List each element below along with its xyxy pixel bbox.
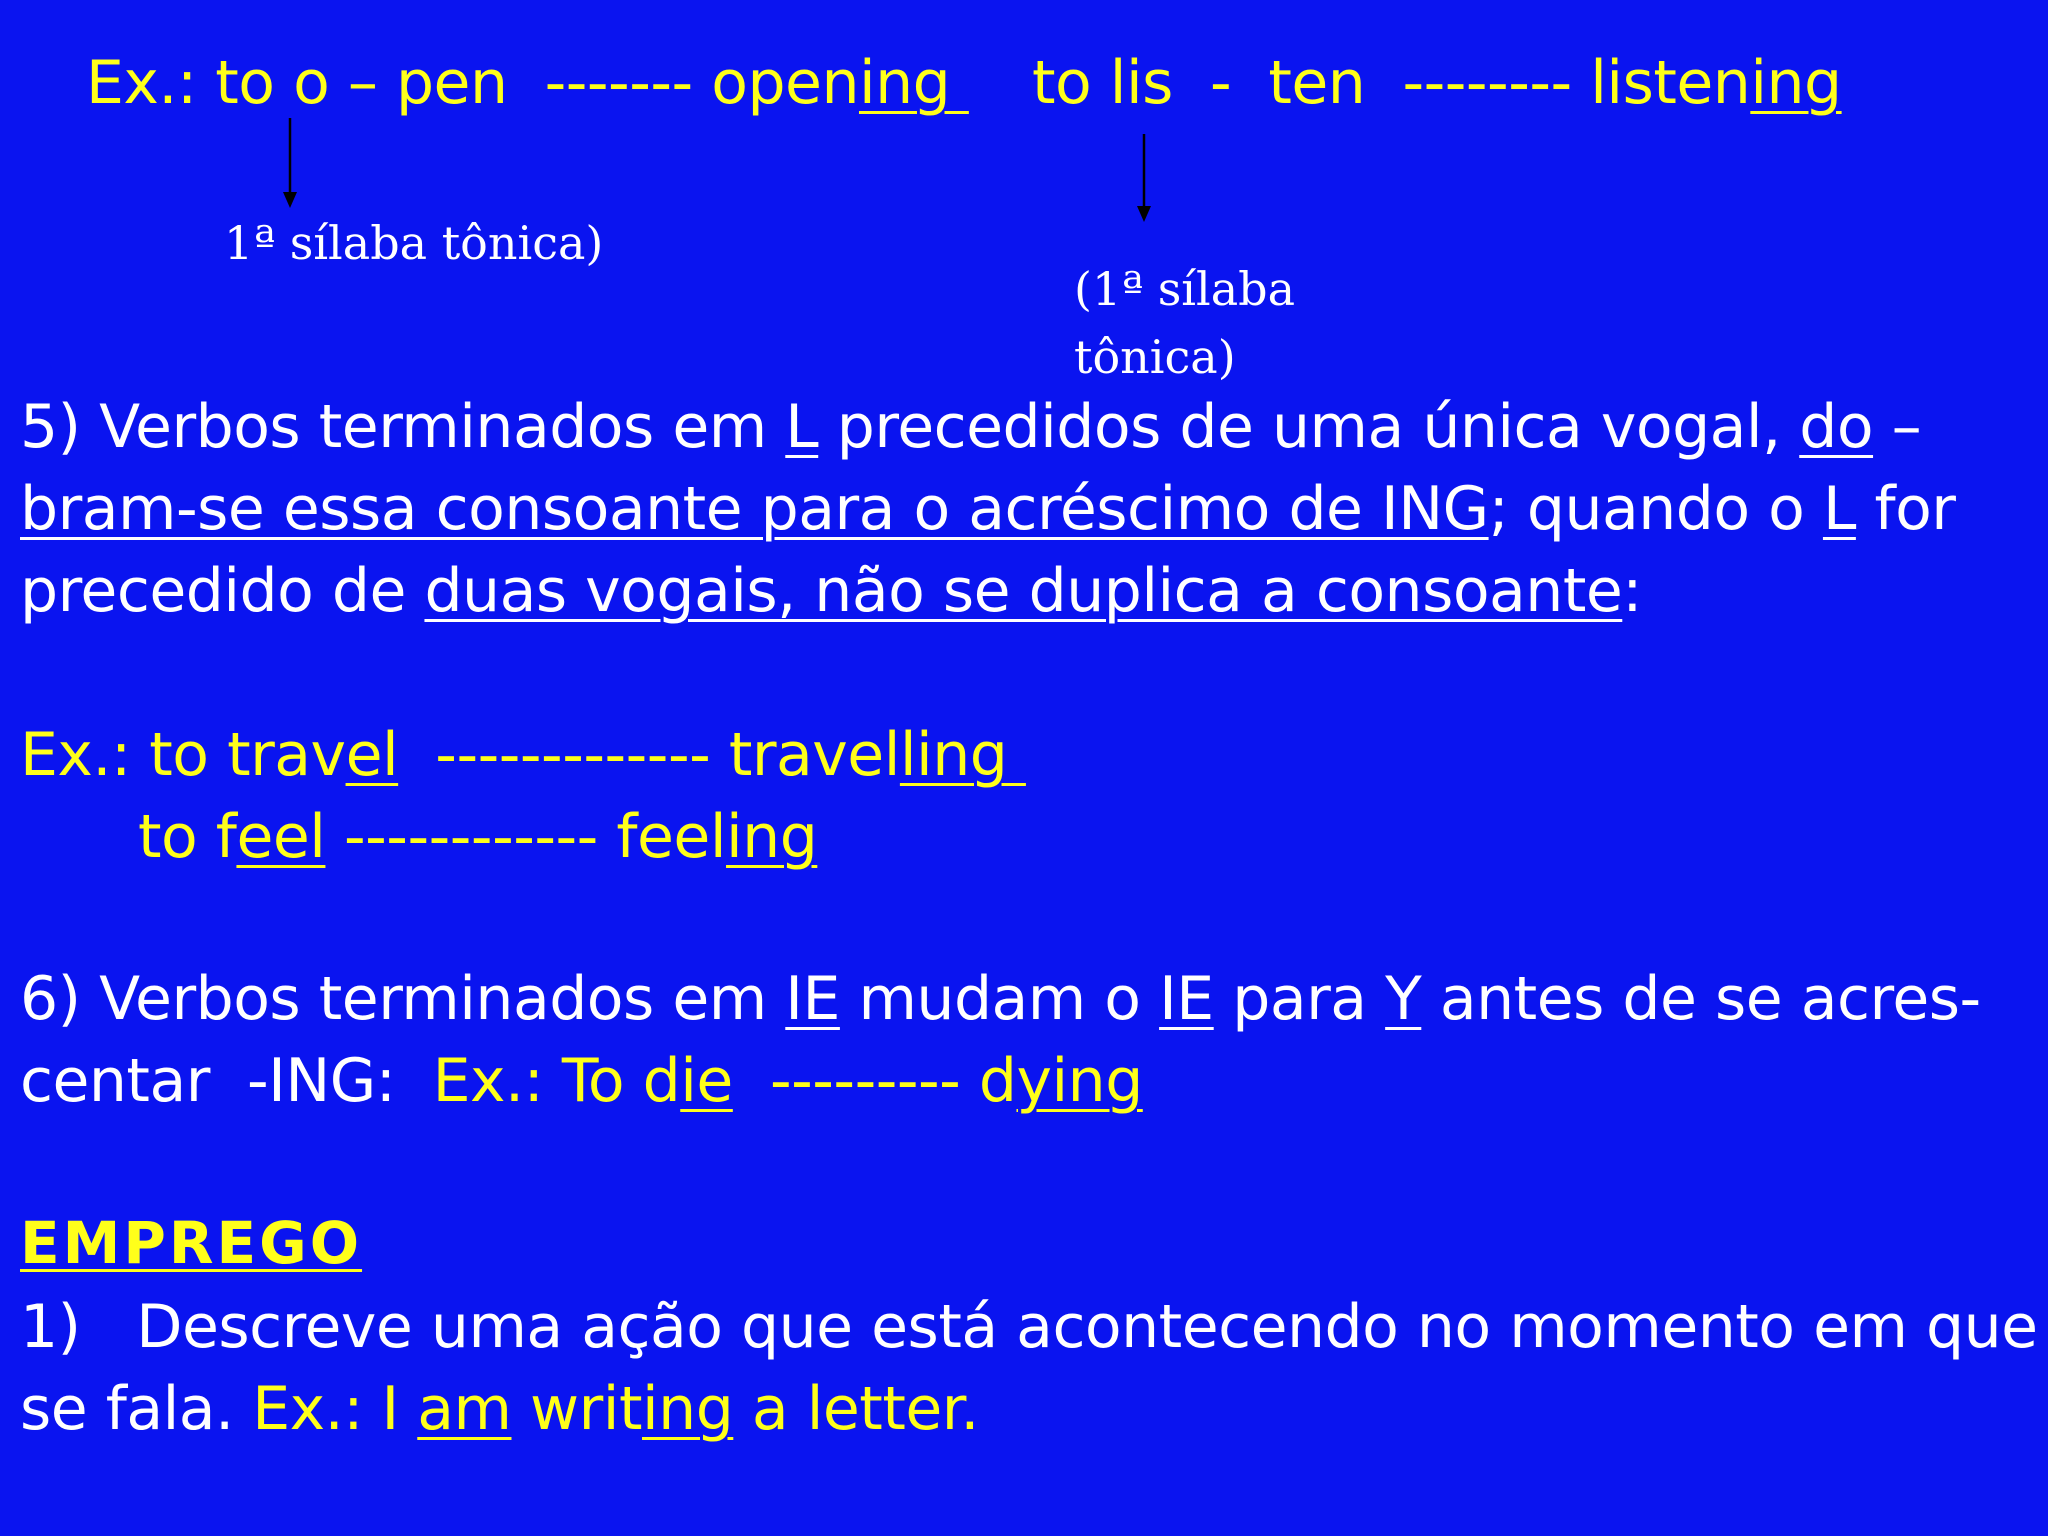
rule5-line3: [20, 550, 1642, 632]
emprego-line2: [20, 1368, 979, 1450]
rule6-text: 6) Verbos terminados em: [20, 964, 786, 1034]
emprego-text: se fala.: [20, 1374, 253, 1444]
arrow-down-icon: [280, 118, 300, 210]
example-listening: [1032, 42, 1842, 124]
rule5-text: precedidos de uma única vogal,: [818, 392, 1800, 462]
example-opening: [86, 42, 969, 124]
arrow-down-icon: [1134, 134, 1154, 224]
rule6-underline: IE: [1159, 964, 1214, 1034]
example-listening-text: to lis - ten -------- listen: [1032, 48, 1751, 118]
rule5-colon: :: [1622, 556, 1642, 626]
example-text: Ex.: I: [252, 1374, 418, 1444]
rule6-text: mudam o: [839, 964, 1160, 1034]
example-opening-text: Ex.: to o – pen ------- open: [86, 48, 859, 118]
rule5-dash: –: [1873, 392, 1922, 462]
example-underline: ing: [726, 802, 818, 872]
rule5-line1: [20, 386, 1921, 468]
example-text: a letter.: [733, 1374, 979, 1444]
rule5-text: 5) Verbos terminados em: [20, 392, 786, 462]
example-text: --------- d: [732, 1046, 1017, 1116]
emprego-text: 1) Descreve uma ação que está acontecendo no momento em que: [20, 1292, 2038, 1362]
example-opening-suffix: ing: [858, 48, 969, 118]
rule5-do: do: [1799, 392, 1874, 462]
example-underline: el: [345, 720, 399, 790]
example-text: Ex.: to trav: [20, 720, 346, 790]
rule6-line1: [20, 958, 1981, 1040]
rule5-letter-l: L: [785, 392, 819, 462]
rule6-line2: [20, 1040, 1143, 1122]
note-stressed-syllable-1: 1ª sílaba tônica): [224, 216, 604, 270]
rule5-text: ; quando o: [1488, 474, 1823, 544]
rule5-text: precedido de: [20, 556, 425, 626]
example-underline: am: [417, 1374, 512, 1444]
rule5-underlined-text: duas vogais, não se duplica a consoante: [424, 556, 1623, 626]
example-underline: ling: [899, 720, 1026, 790]
rule6-underline: IE: [785, 964, 840, 1034]
rule5-letter-l: L: [1822, 474, 1856, 544]
rule6-text: para: [1213, 964, 1386, 1034]
example-feeling: [138, 796, 817, 878]
rule6-underline: Y: [1385, 964, 1422, 1034]
rule6-text: centar -ING:: [20, 1046, 433, 1116]
rule5-text: for: [1855, 474, 1956, 544]
example-underline: ying: [1016, 1046, 1143, 1116]
note-stressed-syllable-2b: tônica): [1074, 330, 1236, 384]
example-underline: ing: [642, 1374, 734, 1444]
example-listening-suffix: ing: [1750, 48, 1842, 118]
example-text: Ex.: To d: [432, 1046, 681, 1116]
example-text: ------------- travel: [398, 720, 900, 790]
rule5-line2: [20, 468, 1955, 550]
rule5-underlined-text: bram-se essa consoante para o acréscimo de ING: [20, 474, 1489, 544]
note-stressed-syllable-2a: (1ª sílaba: [1074, 262, 1296, 316]
example-underline: ie: [680, 1046, 733, 1116]
rule6-text: antes de se acres-: [1421, 964, 1981, 1034]
emprego-line1: [20, 1286, 2038, 1368]
example-travelling: [20, 714, 1026, 796]
example-text: ------------ feel: [325, 802, 727, 872]
example-text: to f: [138, 802, 237, 872]
example-text: writ: [511, 1374, 642, 1444]
example-underline: eel: [236, 802, 326, 872]
section-heading-emprego: EMPREGO: [20, 1209, 363, 1277]
